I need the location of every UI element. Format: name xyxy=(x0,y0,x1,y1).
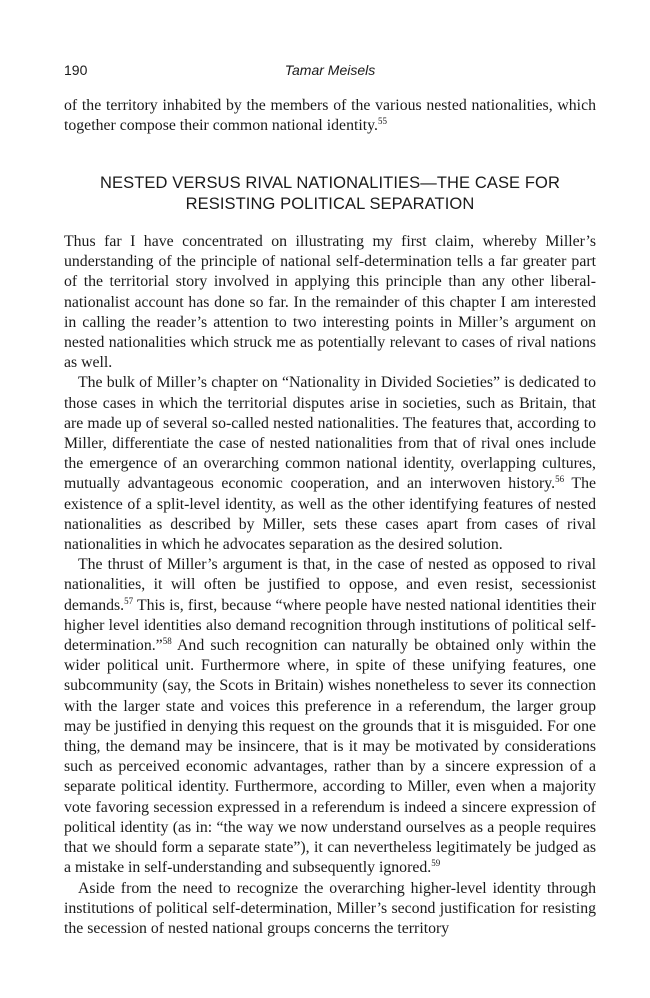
footnote-ref: 58 xyxy=(162,636,172,647)
section-heading-line-2: RESISTING POLITICAL SEPARATION xyxy=(185,195,475,213)
footnote-ref: 55 xyxy=(377,116,387,127)
paragraph-2 xyxy=(64,373,596,555)
intro-paragraph xyxy=(64,96,596,136)
section-heading-line-1: NESTED VERSUS RIVAL NATIONALITIES—THE CASE FOR xyxy=(100,174,560,192)
footnote-ref: 56 xyxy=(555,474,565,485)
text-run: The thrust of Miller’s argument is that, in the case of nested as opposed to rival nationalities, it will often be justified to oppose, and even resist, secessionist demands. xyxy=(64,556,596,614)
text-run: This is, first, because “where people have nested national identities their higher level identities also demand recognition through institutions of political self-determination.” xyxy=(64,596,596,655)
text-run: The existence of a split-level identity, as well as the other identifying features of nested nationalities as described by Miller, sets these cases apart from cases of rival nationalities in which he advocates separation as the desired solution. xyxy=(64,475,596,554)
footnote-ref: 57 xyxy=(124,595,134,606)
paragraph-4 xyxy=(64,879,596,940)
page-header xyxy=(64,62,596,82)
text-run: And such recognition can naturally be obtained only within the wider political unit. Furthermore where, in spite of these unifying features, one subcommunity (say, the Scots in Britain) wishes nonetheless to sever its connection with the larger state and voices this preference in a referendum, the larger group may be justified in denying this request on the grounds that it is misguided. For one thing, the demand may be insincere, that is it may be motivated by considerations such as perceived economic advantages, rather than by a sincere expression of a separate political identity. Furthermore, according to Miller, even when a majority vote favoring secession expressed in a referendum is indeed a sincere expression of political identity (as in: “the way we now understand ourselves as a people requires that we should form a separate state”), it can nevertheless legitimately be judged as a mistake in self-understanding and subsequently ignored. xyxy=(64,637,596,877)
text-run: Aside from the need to recognize the overarching higher-level identity through institutions of political self-determination, Miller’s second justification for resisting the secession of nested national groups concerns the territory xyxy=(64,879,596,937)
section-heading xyxy=(64,173,596,215)
intro-text: of the territory inhabited by the members of the various nested nationalities, which together compose their common national identity. xyxy=(64,97,596,135)
running-head: Tamar Meisels xyxy=(284,62,376,78)
body-text xyxy=(64,232,596,939)
footnote-ref: 59 xyxy=(431,858,441,869)
paragraph-1 xyxy=(64,232,596,373)
page-number: 190 xyxy=(64,62,88,78)
text-run: Thus far I have concentrated on illustrating my first claim, whereby Miller’s understanding of the principle of national self-determination tells a far greater part of the territorial story involved in applying this principle than any other liberal-nationalist account has done so far. In the remainder of this chapter I am interested in calling the reader’s attention to two interesting points in Miller’s argument on nested nationalities which struck me as potentially relevant to cases of rival nations as well. xyxy=(64,233,596,372)
text-run: The bulk of Miller’s chapter on “Nationality in Divided Societies” is dedicated to those cases in which the territorial disputes arise in societies, such as Britain, that are made up of several so-called nested nationalities. The features that, according to Miller, differentiate the case of nested nationalities from that of rival ones include the emergence of an overarching common national identity, overlapping cultures, mutually advantageous economic cooperation, and an interwoven history. xyxy=(64,374,596,493)
paragraph-3 xyxy=(64,555,596,878)
